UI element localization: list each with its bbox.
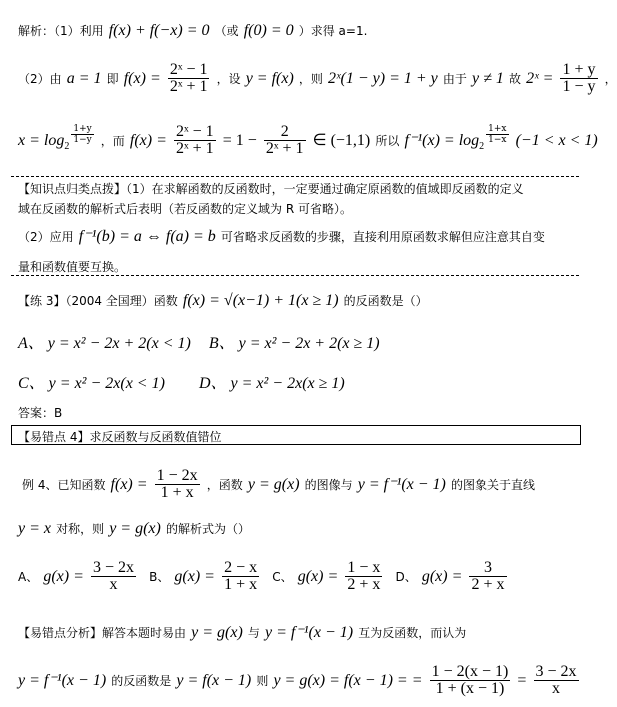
- error-analysis-line-1: 【易错点分析】解答本题时易由 y = g(x) 与 y = f⁻¹(x − 1) 互为反函数，而认为: [18, 624, 467, 641]
- error-point-4-header: 【易错点 4】求反函数与反函数值错位: [18, 430, 222, 444]
- exponent-fraction: $\frac{1+y}{1-y}$: [73, 124, 92, 145]
- example-4-options: [18, 560, 509, 593]
- fraction: $\frac{\text{2ˣ − 1}}{\text{2ˣ + 1}}$: [169, 61, 208, 95]
- tip-line-4: 量和函数值要互换。: [18, 260, 127, 274]
- answer: 答案：B: [18, 406, 63, 420]
- fraction: $\frac{1 - 2x}{1 + x}$: [156, 467, 198, 501]
- tip-line-2: 域在反函数的解析式后表明（若反函数的定义域为 R 可省略）。: [18, 202, 352, 216]
- exponent-fraction: $\frac{1+x}{1-x}$: [488, 124, 507, 145]
- example-4-line-2: y = x 对称，则 y = g(x) 的解析式为（）: [18, 520, 250, 537]
- analysis-line-1: 解析：（1）利用 f(x) + f(−x) = 0 （或 f(0) = 0 ）求得 a=1.: [18, 22, 368, 39]
- fraction: $\frac{1 + y}{1 - y}$: [562, 61, 596, 95]
- fraction: $\frac{\text{2ˣ − 1}}{\text{2ˣ + 1}}$: [176, 123, 214, 157]
- option-c: C、 g(x) = $\frac{1 - x}{2 + x}$: [272, 559, 381, 593]
- option-b: B、 g(x) = $\frac{2 - x}{1 + x}$: [149, 559, 258, 593]
- tip-line-1: 【知识点归类点拨】（1）在求解函数的反函数时，一定要通过确定原函数的值域即反函数的定义: [18, 182, 524, 196]
- analysis-line-2: （2）由 a = 1 即 f(x) = $\frac{\text{2ˣ − 1}}{\text{2ˣ + 1}}$ ，设 y = f(x) ，则 2ˣ(1 − y) = 1 + y 由于 y ≠ 1 故 2ˣ = $\frac{1 + y}{1 - y}$ ，: [18, 61, 617, 95]
- option-d: D、 g(x) = $\frac{3}{2 + x}$: [395, 559, 505, 593]
- example-4-line-1: 例 4、已知函数 f(x) = $\frac{1 - 2x}{1 + x}$ ，函数 y = g(x) 的图像与 y = f⁻¹(x − 1) 的图象关于直线: [22, 467, 535, 501]
- fraction: $\frac{3 - 2x}{x}$: [535, 663, 577, 697]
- error-analysis-line-2: y = f⁻¹(x − 1) 的反函数是 y = f(x − 1) 则 y = g(x) = f(x − 1) = = $\frac{1 - 2(x - 1)}{1 + (x - 1)}$ = $\frac{3 - 2x}{x}$: [18, 663, 577, 697]
- option-a: A、 y = x² − 2x + 2(x < 1): [18, 335, 191, 352]
- option-d: D、 y = x² − 2x(x ≥ 1): [198, 375, 345, 392]
- option-c: C、 y = x² − 2x(x < 1): [18, 375, 165, 392]
- option-a: A、 g(x) = $\frac{3 - 2x}{x}$: [18, 559, 134, 593]
- option-b: B、 y = x² − 2x + 2(x ≥ 1): [208, 335, 380, 352]
- fraction: $\frac{2}{\text{2ˣ + 1}}$: [265, 123, 304, 157]
- analysis-line-3: $x = \log_2$ $\frac{1+y}{1-y}$ ，而 f(x) = $\frac{\text{2ˣ − 1}}{\text{2ˣ + 1}}$ = 1 − $\frac{2}{\text{2ˣ + 1}}$ ∈ (−1,1) 所以 $f^{-1}(x) = \log_2$ $\frac{1+x}{1-x}$ (−1 < x < 1): [18, 123, 598, 157]
- exercise-3-options-ab: [18, 330, 380, 353]
- fraction: $\frac{1 - 2(x - 1)}{1 + (x - 1)}$: [431, 663, 509, 697]
- exercise-3-question: 【练 3】（2004 全国理）函数 f(x) = √(x−1) + 1(x ≥ 1) 的反函数是（）: [18, 292, 428, 309]
- exercise-3-options-cd: [18, 370, 345, 393]
- tip-line-3: （2）应用 f⁻¹(b) = a ⇔ f(a) = b 可省略求反函数的步骤，直接利用原函数求解但应注意其自变: [18, 228, 545, 245]
